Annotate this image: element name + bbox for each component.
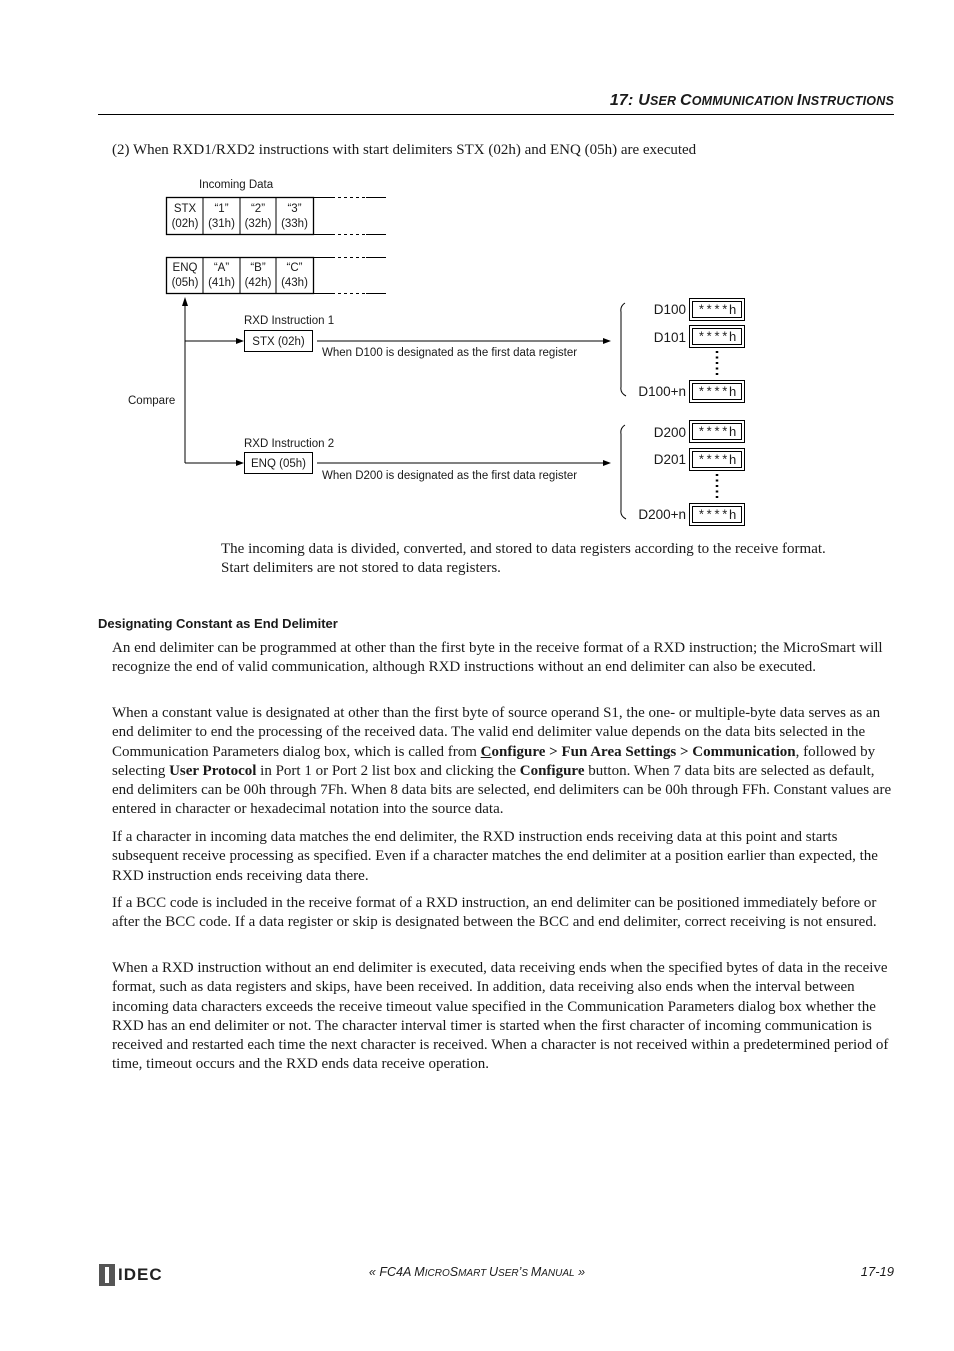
cell-bottom: (43h) xyxy=(281,277,308,289)
cell-bottom: (05h) xyxy=(171,277,199,289)
register-name: D200+n xyxy=(638,507,686,522)
rxd1-note: When D100 is designated as the first data register xyxy=(322,347,578,359)
diagram-caption xyxy=(221,540,881,578)
compare-label: Compare xyxy=(128,395,176,407)
footer-title-part: S xyxy=(449,1265,459,1279)
register-name: D101 xyxy=(653,330,686,345)
footer-title-part: ’ xyxy=(518,1265,522,1279)
caption-line: Start delimiters are not stored to data registers. xyxy=(221,560,501,576)
register-value: ****h xyxy=(697,453,737,468)
header-title-part: SER xyxy=(649,94,680,108)
footer-title-part: ANUAL xyxy=(541,1268,575,1279)
cell-top: “A” xyxy=(213,262,230,274)
paragraph-2-text: When a constant value is designated at other than the first byte of source operand S1, the one- or multiple-byte data serves as an end delimiter to end the processing of the received data. The valid end delimiter value depends on the data bits selected in the Communication Parameters dialog box, which is called from xyxy=(112,705,881,760)
register-value: ****h xyxy=(697,303,737,318)
user-protocol-term: User Protocol xyxy=(169,762,257,779)
cell-top: ENQ xyxy=(172,262,198,274)
cell-top: “2” xyxy=(250,203,266,215)
page-number: 17-19 xyxy=(860,1264,894,1279)
register-value: ****h xyxy=(697,385,737,400)
chapter-number: 17: xyxy=(609,92,634,109)
cell-bottom: (33h) xyxy=(281,218,308,230)
footer-title-part: U xyxy=(489,1265,499,1279)
paragraph-4: If a BCC code is included in the receive format of a RXD instruction, an end delimiter can be positioned immediately before or after the BCC code. If a data register or skip is designated between the BCC and end delimiter, correct receiving is not ensured. xyxy=(112,895,877,931)
idec-logo-text: IDEC xyxy=(118,1265,163,1284)
rxd1-label: RXD Instruction 1 xyxy=(244,315,335,327)
paragraph-2-text: , followed by selecting xyxy=(112,743,876,779)
header-title-part: OMMUNICATION xyxy=(691,94,797,108)
paragraph-2 xyxy=(112,704,895,820)
rxd2-arrowhead xyxy=(603,460,611,466)
register-name: D100+n xyxy=(638,384,686,399)
cell-top: “3” xyxy=(287,203,302,215)
register-value: ****h xyxy=(697,425,737,440)
header-title-part: C xyxy=(679,92,692,109)
incoming-row-2 xyxy=(167,258,387,294)
register-value: ****h xyxy=(697,508,737,523)
cell-bottom: (31h) xyxy=(208,218,235,230)
incoming-data-label: Incoming Data xyxy=(199,179,274,191)
footer-title-part: M xyxy=(530,1265,542,1279)
menu-path-underline: C xyxy=(480,743,492,760)
caption-line: The incoming data is divided, converted, and stored to data registers according to the receive format. xyxy=(221,541,826,557)
footer-title-part: » xyxy=(574,1265,586,1279)
cell-top: “C” xyxy=(286,262,303,274)
register-name: D200 xyxy=(653,425,686,440)
register-value: ****h xyxy=(697,330,737,345)
paragraph-3: If a character in incoming data matches the end delimiter, the RXD instruction ends receiving data at this point and starts subsequent receive processing as specified. Even if a character matches the end delimiter at a position earlier than expected, the RXD instruction ends receiving data there. xyxy=(112,829,878,884)
cell-bottom: (02h) xyxy=(171,218,199,230)
rxd2-note: When D200 is designated as the first data register xyxy=(322,470,578,482)
rxd1-arrowhead xyxy=(603,338,611,344)
compare-arrowhead-up xyxy=(182,297,188,306)
paragraph-2-text: button. When 7 data bits are selected as default, end delimiters can be 00h through 7Fh. When 8 data bits are selected, end delimiters can be 00h through FFh. Constant values are entered in character or hexadecimal notation into the source data. xyxy=(112,762,892,818)
paragraph-2-text: in Port 1 or Port 2 list box and clicking the xyxy=(256,762,520,779)
rxd-diagram xyxy=(0,0,954,540)
cell-top: STX xyxy=(173,203,197,215)
header-title-part: I xyxy=(796,92,802,109)
cell-top: “B” xyxy=(250,262,266,274)
footer-title-part: S xyxy=(521,1268,531,1279)
compare-connector xyxy=(182,297,244,466)
register-name: D201 xyxy=(653,452,686,467)
rxd2-delimiter-text: ENQ (05h) xyxy=(251,458,306,470)
footer-title-part: MART xyxy=(458,1268,490,1279)
rxd1-delimiter-text: STX (02h) xyxy=(252,336,305,348)
register-name: D100 xyxy=(653,302,686,317)
header-title-part: U xyxy=(638,92,650,109)
footer-title-part: SER xyxy=(498,1268,519,1279)
paragraph-1: An end delimiter can be programmed at other than the first byte in the receive format of a RXD instruction; the MicroSmart will recognize the end of valid communication, although RXD instructions without an end delimiter can also be executed. xyxy=(112,640,883,676)
section-heading: Designating Constant as End Delimiter xyxy=(98,616,338,631)
header-title-part: NSTRUCTIONS xyxy=(801,94,894,108)
paragraph-5: When a RXD instruction without an end delimiter is executed, data receiving ends when the specified bytes of data in the receive format, such as data registers and skips, have been received. In addition, data receiving also ends when the interval between incoming data characters exceeds the receive timeout value specified in the Communication Parameters dialog box whether the RXD has an end delimiter or not. The character interval timer is started when the first character of incoming communication is received and restarted each time the next character is received. When a character is not received within a predetermined period of time, timeout occurs and the RXD ends data receive operation. xyxy=(112,960,889,1073)
menu-path: onfigure > Fun Area Settings > Communication xyxy=(491,743,796,760)
cell-top: “1” xyxy=(214,203,229,215)
incoming-row-1 xyxy=(167,198,387,235)
footer-title-part: « FC4A M xyxy=(368,1265,425,1279)
cell-bottom: (32h) xyxy=(244,218,272,230)
cell-bottom: (41h) xyxy=(208,277,235,289)
intro-text: (2) When RXD1/RXD2 instructions with start delimiters STX (02h) and ENQ (05h) are executed xyxy=(112,142,697,158)
footer-title xyxy=(0,1265,954,1279)
cell-bottom: (42h) xyxy=(244,277,272,289)
rxd2-bracket xyxy=(621,425,626,519)
rxd2-label: RXD Instruction 2 xyxy=(244,438,335,450)
configure-term: Configure xyxy=(519,762,585,779)
footer-title-part: ICRO xyxy=(424,1268,450,1279)
rxd1-bracket xyxy=(621,303,626,396)
